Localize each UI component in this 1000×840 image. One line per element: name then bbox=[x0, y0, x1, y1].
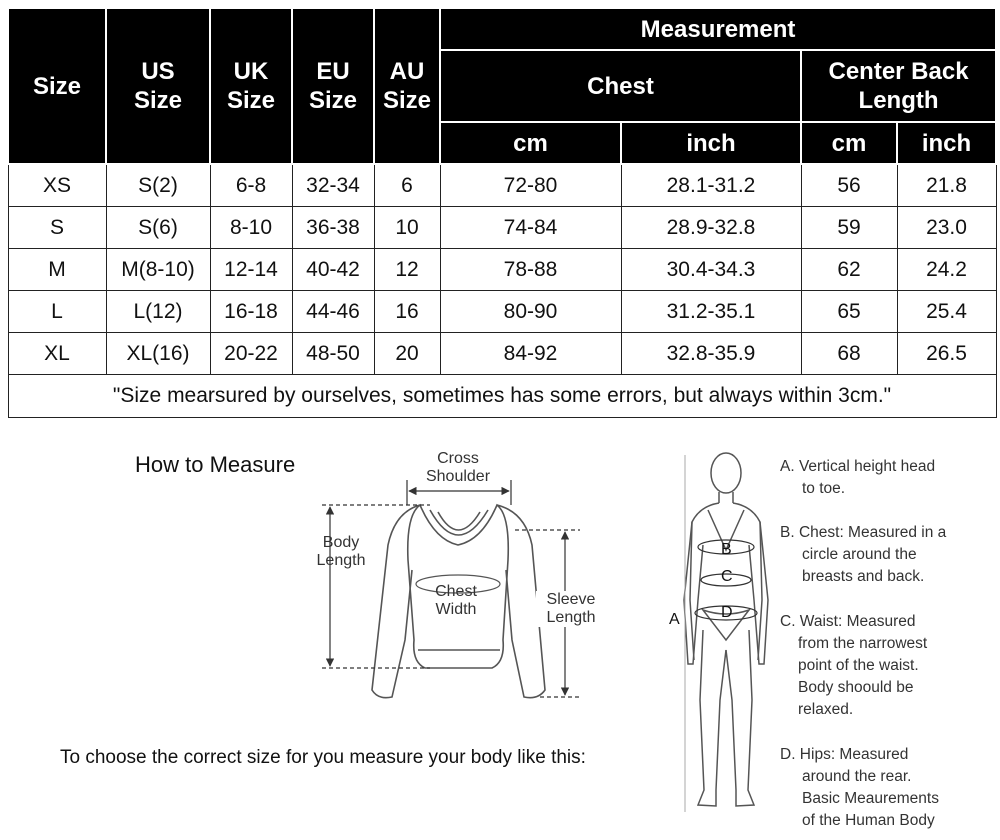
cell-chest-cm: 80-90 bbox=[440, 291, 621, 333]
legend-d: D. Hips: Measured around the rear. Basic Meaurements of the Human Body bbox=[780, 746, 939, 829]
cell-us: S(2) bbox=[106, 164, 210, 207]
cell-eu: 40-42 bbox=[292, 249, 374, 291]
letter-b: B bbox=[721, 541, 732, 558]
header-us-size: US Size bbox=[106, 8, 210, 164]
cell-chest-cm: 72-80 bbox=[440, 164, 621, 207]
cell-cbl-cm: 59 bbox=[801, 207, 897, 249]
header-chest: Chest bbox=[440, 50, 801, 122]
cell-cbl-cm: 68 bbox=[801, 333, 897, 375]
cell-chest-inch: 32.8-35.9 bbox=[621, 333, 801, 375]
cell-size: L bbox=[8, 291, 106, 333]
header-cbl-inch: inch bbox=[897, 122, 996, 164]
cell-us: S(6) bbox=[106, 207, 210, 249]
header-chest-cm: cm bbox=[440, 122, 621, 164]
cell-eu: 36-38 bbox=[292, 207, 374, 249]
cell-uk: 8-10 bbox=[210, 207, 292, 249]
cell-us: M(8-10) bbox=[106, 249, 210, 291]
cell-au: 10 bbox=[374, 207, 440, 249]
legend-a: A. Vertical height head to toe. bbox=[780, 458, 936, 497]
cell-cbl-inch: 21.8 bbox=[897, 164, 996, 207]
cell-chest-cm: 84-92 bbox=[440, 333, 621, 375]
cell-size: M bbox=[8, 249, 106, 291]
cell-uk: 16-18 bbox=[210, 291, 292, 333]
human-body-illustration bbox=[684, 453, 768, 806]
label-sleeve-length: Sleeve Length bbox=[536, 591, 606, 627]
label-body-length: Body Length bbox=[316, 534, 366, 569]
cell-size: XL bbox=[8, 333, 106, 375]
cell-us: L(12) bbox=[106, 291, 210, 333]
cell-size: XS bbox=[8, 164, 106, 207]
letter-a: A bbox=[669, 611, 680, 628]
measurement-note: "Size mearsured by ourselves, sometimes has some errors, but always within 3cm." bbox=[8, 375, 996, 418]
cell-chest-inch: 31.2-35.1 bbox=[621, 291, 801, 333]
cell-us: XL(16) bbox=[106, 333, 210, 375]
header-size: Size bbox=[8, 8, 106, 164]
cell-cbl-inch: 23.0 bbox=[897, 207, 996, 249]
cell-size: S bbox=[8, 207, 106, 249]
cell-cbl-cm: 62 bbox=[801, 249, 897, 291]
letter-d: D bbox=[721, 604, 733, 621]
header-eu-size: EU Size bbox=[292, 8, 374, 164]
label-cross-shoulder: Cross Shoulder bbox=[425, 450, 491, 485]
cell-cbl-inch: 26.5 bbox=[897, 333, 996, 375]
cell-cbl-cm: 65 bbox=[801, 291, 897, 333]
cell-au: 6 bbox=[374, 164, 440, 207]
header-cbl-cm: cm bbox=[801, 122, 897, 164]
cell-chest-inch: 28.1-31.2 bbox=[621, 164, 801, 207]
cell-chest-inch: 28.9-32.8 bbox=[621, 207, 801, 249]
cell-chest-cm: 74-84 bbox=[440, 207, 621, 249]
cell-chest-cm: 78-88 bbox=[440, 249, 621, 291]
legend-b: B. Chest: Measured in a circle around the breasts and back. bbox=[780, 524, 947, 585]
header-measurement: Measurement bbox=[440, 8, 996, 50]
header-au-size: AU Size bbox=[374, 8, 440, 164]
instruction-text: To choose the correct size for you measure your body like this: bbox=[60, 747, 586, 768]
cell-uk: 20-22 bbox=[210, 333, 292, 375]
legend-c: C. Waist: Measured from the narrowest point of the waist. Body shoould be relaxed. bbox=[780, 613, 928, 718]
cell-cbl-inch: 25.4 bbox=[897, 291, 996, 333]
cell-uk: 12-14 bbox=[210, 249, 292, 291]
header-uk-size: UK Size bbox=[210, 8, 292, 164]
how-to-measure-title: How to Measure bbox=[135, 452, 296, 477]
label-chest-width: Chest Width bbox=[435, 583, 477, 618]
cell-au: 12 bbox=[374, 249, 440, 291]
cell-au: 20 bbox=[374, 333, 440, 375]
cell-cbl-cm: 56 bbox=[801, 164, 897, 207]
letter-c: C bbox=[721, 568, 733, 585]
cell-cbl-inch: 24.2 bbox=[897, 249, 996, 291]
header-chest-inch: inch bbox=[621, 122, 801, 164]
cell-uk: 6-8 bbox=[210, 164, 292, 207]
cell-eu: 44-46 bbox=[292, 291, 374, 333]
cell-eu: 48-50 bbox=[292, 333, 374, 375]
header-center-back-length: Center Back Length bbox=[801, 50, 996, 122]
cell-eu: 32-34 bbox=[292, 164, 374, 207]
cell-au: 16 bbox=[374, 291, 440, 333]
cell-chest-inch: 30.4-34.3 bbox=[621, 249, 801, 291]
